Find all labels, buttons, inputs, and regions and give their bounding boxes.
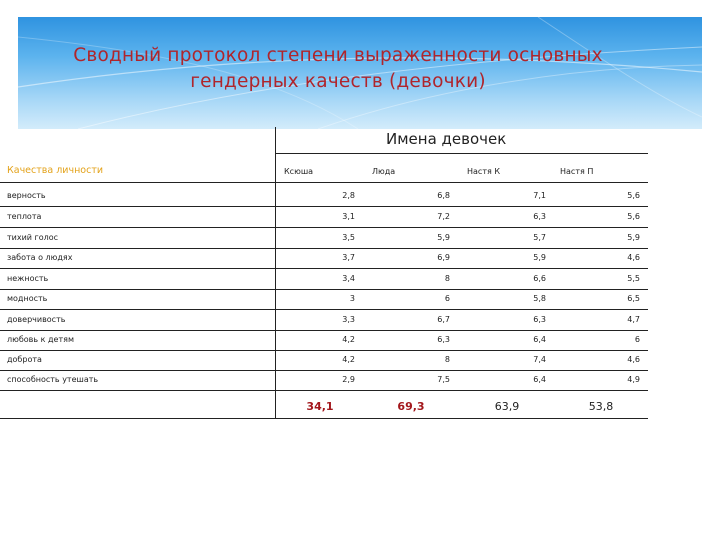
table-cell: 5,7 — [533, 233, 546, 242]
table-cell: 3,7 — [342, 253, 355, 262]
table-cell: 5,9 — [627, 233, 640, 242]
table-cell: 6,7 — [437, 315, 450, 324]
table-cell: 3,4 — [342, 274, 355, 283]
row-label: нежность — [7, 274, 49, 283]
total-cell: 63,9 — [494, 400, 520, 413]
row-label: любовь к детям — [7, 335, 74, 344]
column-header: Настя К — [467, 167, 501, 176]
table-cell: 4,6 — [627, 355, 640, 364]
table-cell: 8 — [444, 355, 450, 364]
table-cell: 2,9 — [342, 375, 355, 384]
table-rule — [0, 227, 648, 228]
table-cell: 5,8 — [533, 294, 546, 303]
table-rule — [0, 182, 648, 183]
table-cell: 3,3 — [342, 315, 355, 324]
table-cell: 4,9 — [627, 375, 640, 384]
column-header: Ксюша — [284, 167, 314, 176]
table-rule — [0, 418, 648, 419]
row-label: доброта — [7, 355, 42, 364]
table-cell: 6 — [444, 294, 450, 303]
table-cell: 8 — [444, 274, 450, 283]
table-rule — [0, 390, 648, 391]
table-cell: 4,7 — [627, 315, 640, 324]
table-cell: 6,4 — [533, 375, 546, 384]
table-cell: 5,9 — [533, 253, 546, 262]
column-header: Настя П — [560, 167, 594, 176]
title-line-1: Сводный протокол степени выраженности основных — [73, 45, 603, 66]
table-cell: 7,2 — [437, 212, 450, 221]
table-cell: 6,3 — [533, 212, 546, 221]
table-cell: 3 — [349, 294, 355, 303]
row-header: Качества личности — [7, 165, 104, 176]
row-label: забота о людях — [7, 253, 73, 262]
table-cell: 5,6 — [627, 212, 640, 221]
table-rule — [275, 153, 648, 154]
row-label: верность — [7, 191, 46, 200]
table-cell: 7,4 — [533, 355, 546, 364]
table-rule — [0, 268, 648, 269]
table-cell: 4,2 — [342, 355, 355, 364]
table-rule — [0, 248, 648, 249]
row-label: модность — [7, 294, 48, 303]
table-cell: 3,1 — [342, 212, 355, 221]
table-cell: 4,6 — [627, 253, 640, 262]
table-cell: 6,4 — [533, 335, 546, 344]
row-label: доверчивость — [7, 315, 66, 324]
table-cell: 6,3 — [437, 335, 450, 344]
table-cell: 6,8 — [437, 191, 450, 200]
row-label: способность утешать — [7, 375, 99, 384]
table-rule — [0, 309, 648, 310]
table-rule — [0, 350, 648, 351]
total-cell: 34,1 — [306, 400, 334, 413]
group-header: Имена девочек — [386, 130, 507, 148]
table-cell: 5,6 — [627, 191, 640, 200]
table-cell: 2,8 — [342, 191, 355, 200]
table-cell: 3,5 — [342, 233, 355, 242]
table-cell: 7,1 — [533, 191, 546, 200]
table-cell: 5,9 — [437, 233, 450, 242]
table-cell: 4,2 — [342, 335, 355, 344]
total-cell: 53,8 — [588, 400, 614, 413]
table-rule — [0, 289, 648, 290]
total-cell: 69,3 — [397, 400, 425, 413]
row-label: тихий голос — [7, 233, 59, 242]
table-rule — [0, 330, 648, 331]
column-header: Люда — [372, 167, 396, 176]
row-label: теплота — [7, 212, 42, 221]
table-cell: 7,5 — [437, 375, 450, 384]
table-rule — [0, 206, 648, 207]
table-cell: 6 — [634, 335, 640, 344]
title-line-2: гендерных качеств (девочки) — [190, 71, 486, 92]
table-cell: 5,5 — [627, 274, 640, 283]
table-cell: 6,9 — [437, 253, 450, 262]
table-divider — [275, 127, 276, 418]
table-cell: 6,6 — [533, 274, 546, 283]
table-rule — [0, 370, 648, 371]
table-cell: 6,3 — [533, 315, 546, 324]
table-cell: 6,5 — [627, 294, 640, 303]
